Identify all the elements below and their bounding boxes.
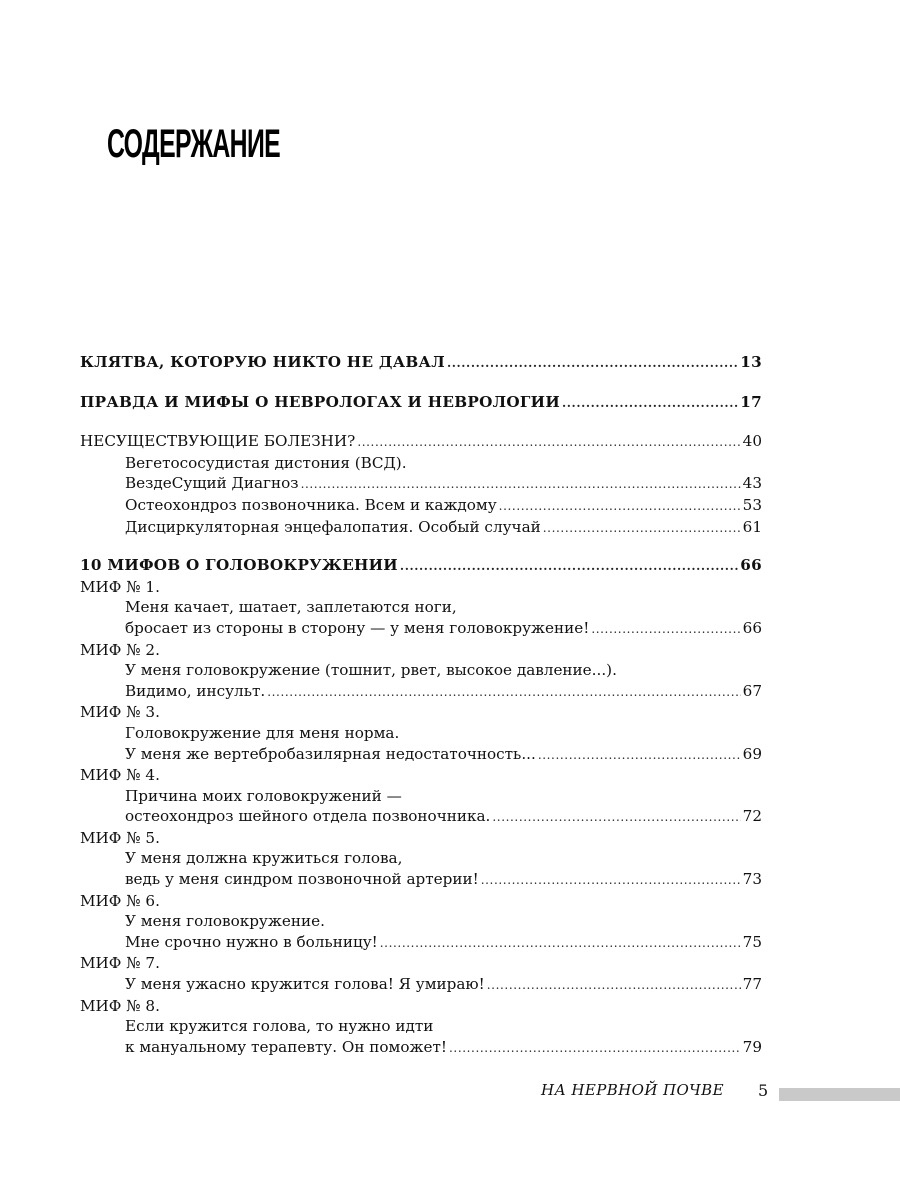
toc-page-number: 69 <box>742 744 762 763</box>
toc-entry-title: ведь у меня синдром позвоночной артерии! <box>125 870 479 889</box>
toc-myth-1[interactable] <box>80 618 762 640</box>
toc-page-number: 17 <box>740 392 762 411</box>
toc-subentry-encephalopathy[interactable] <box>80 517 762 539</box>
myth-text-line: У меня должна кружиться голова, <box>125 849 403 868</box>
page-title: СОДЕРЖАНИЕ <box>107 122 281 166</box>
toc-entry-title: бросает из стороны в сторону — у меня головокружение! <box>125 618 590 637</box>
leader-dots <box>499 496 741 517</box>
toc-section-4[interactable] <box>80 555 762 577</box>
toc-myth-7[interactable] <box>80 974 762 996</box>
myth-label: МИФ № 6. <box>80 891 160 910</box>
toc-entry-title: КЛЯТВА, КОТОРУЮ НИКТО НЕ ДАВАЛ <box>80 353 445 371</box>
myth-text-line: У меня головокружение. <box>125 912 325 931</box>
myth-label: МИФ № 2. <box>80 640 160 659</box>
leader-dots <box>301 474 741 495</box>
toc-entry-title: Видимо, инсульт. <box>125 681 266 700</box>
leader-dots <box>487 975 741 996</box>
toc-subentry-vsd-line1: Вегетососудистая дистония (ВСД). <box>125 453 407 472</box>
toc-page-number: 13 <box>740 353 762 371</box>
leader-dots <box>492 807 740 828</box>
toc-page-number: 75 <box>742 932 762 951</box>
toc-entry-title: У меня же вертебробазилярная недостаточность... <box>125 744 536 763</box>
myth-label: МИФ № 8. <box>80 996 160 1015</box>
myth-text-line: Меня качает, шатает, заплетаются ноги, <box>125 598 457 617</box>
table-of-contents <box>80 352 762 1058</box>
leader-dots <box>447 353 738 374</box>
toc-page-number: 66 <box>740 556 762 575</box>
leader-dots <box>591 619 740 640</box>
running-footer-title: НА НЕРВНОЙ ПОЧВЕ <box>541 1081 724 1099</box>
toc-page-number: 79 <box>742 1037 762 1056</box>
toc-page-number: 67 <box>742 681 762 700</box>
leader-dots <box>357 432 740 453</box>
toc-myth-3[interactable] <box>80 744 762 766</box>
toc-entry-title: НЕСУЩЕСТВУЮЩИЕ БОЛЕЗНИ? <box>80 432 356 451</box>
toc-myth-6[interactable] <box>80 932 762 954</box>
toc-myth-4[interactable] <box>80 806 762 828</box>
toc-page-number: 53 <box>742 495 762 514</box>
toc-myth-2[interactable] <box>80 681 762 703</box>
leader-dots <box>562 393 738 414</box>
toc-page-number: 73 <box>742 870 762 889</box>
myth-text-line: Головокружение для меня норма. <box>125 723 400 742</box>
toc-entry-title: У меня ужасно кружится голова! Я умираю! <box>125 975 485 994</box>
myth-label: МИФ № 7. <box>80 954 160 973</box>
leader-dots <box>538 745 741 766</box>
leader-dots <box>543 518 741 539</box>
leader-dots <box>481 870 741 891</box>
toc-page-number: 72 <box>742 807 762 826</box>
myth-text-line: Если кружится голова, то нужно идти <box>125 1017 434 1036</box>
myth-label: МИФ № 4. <box>80 766 160 785</box>
page-number: 5 <box>758 1081 769 1100</box>
leader-dots <box>449 1038 741 1059</box>
myth-label: МИФ № 5. <box>80 828 160 847</box>
toc-myth-5[interactable] <box>80 869 762 891</box>
myth-text-line: У меня головокружение (тошнит, рвет, высокое давление...). <box>125 661 617 680</box>
toc-entry-title: к мануальному терапевту. Он поможет! <box>125 1037 447 1056</box>
toc-page-number: 61 <box>742 517 762 536</box>
toc-entry-title: Остеохондроз позвоночника. Всем и каждому <box>125 495 497 514</box>
myth-text-line: Причина моих головокружений — <box>125 786 402 805</box>
leader-dots <box>380 933 741 954</box>
toc-entry-title: остеохондроз шейного отдела позвоночника. <box>125 807 491 826</box>
toc-entry-title: Мне срочно нужно в больницу! <box>125 932 378 951</box>
footer-bar <box>779 1088 900 1101</box>
myth-label: МИФ № 1. <box>80 577 160 596</box>
toc-page-number: 66 <box>742 618 762 637</box>
toc-subentry-osteochondrosis[interactable] <box>80 495 762 517</box>
toc-entry-title: ВездеСущий Диагноз <box>125 474 299 493</box>
toc-subentry-vsd[interactable] <box>80 473 762 495</box>
toc-entry-title: ПРАВДА И МИФЫ О НЕВРОЛОГАХ И НЕВРОЛОГИИ <box>80 392 560 411</box>
toc-section-2[interactable] <box>80 392 762 414</box>
toc-section-3[interactable] <box>80 431 762 453</box>
toc-page-number: 40 <box>742 432 762 451</box>
leader-dots <box>400 556 738 577</box>
toc-entry-title: 10 МИФОВ О ГОЛОВОКРУЖЕНИИ <box>80 556 398 575</box>
toc-section-1[interactable] <box>80 352 762 374</box>
myth-label: МИФ № 3. <box>80 703 160 722</box>
toc-entry-title: Дисциркуляторная энцефалопатия. Особый случай <box>125 517 541 536</box>
toc-myth-8[interactable] <box>80 1037 762 1059</box>
toc-page-number: 77 <box>742 975 762 994</box>
toc-page-number: 43 <box>742 474 762 493</box>
leader-dots <box>267 682 740 703</box>
